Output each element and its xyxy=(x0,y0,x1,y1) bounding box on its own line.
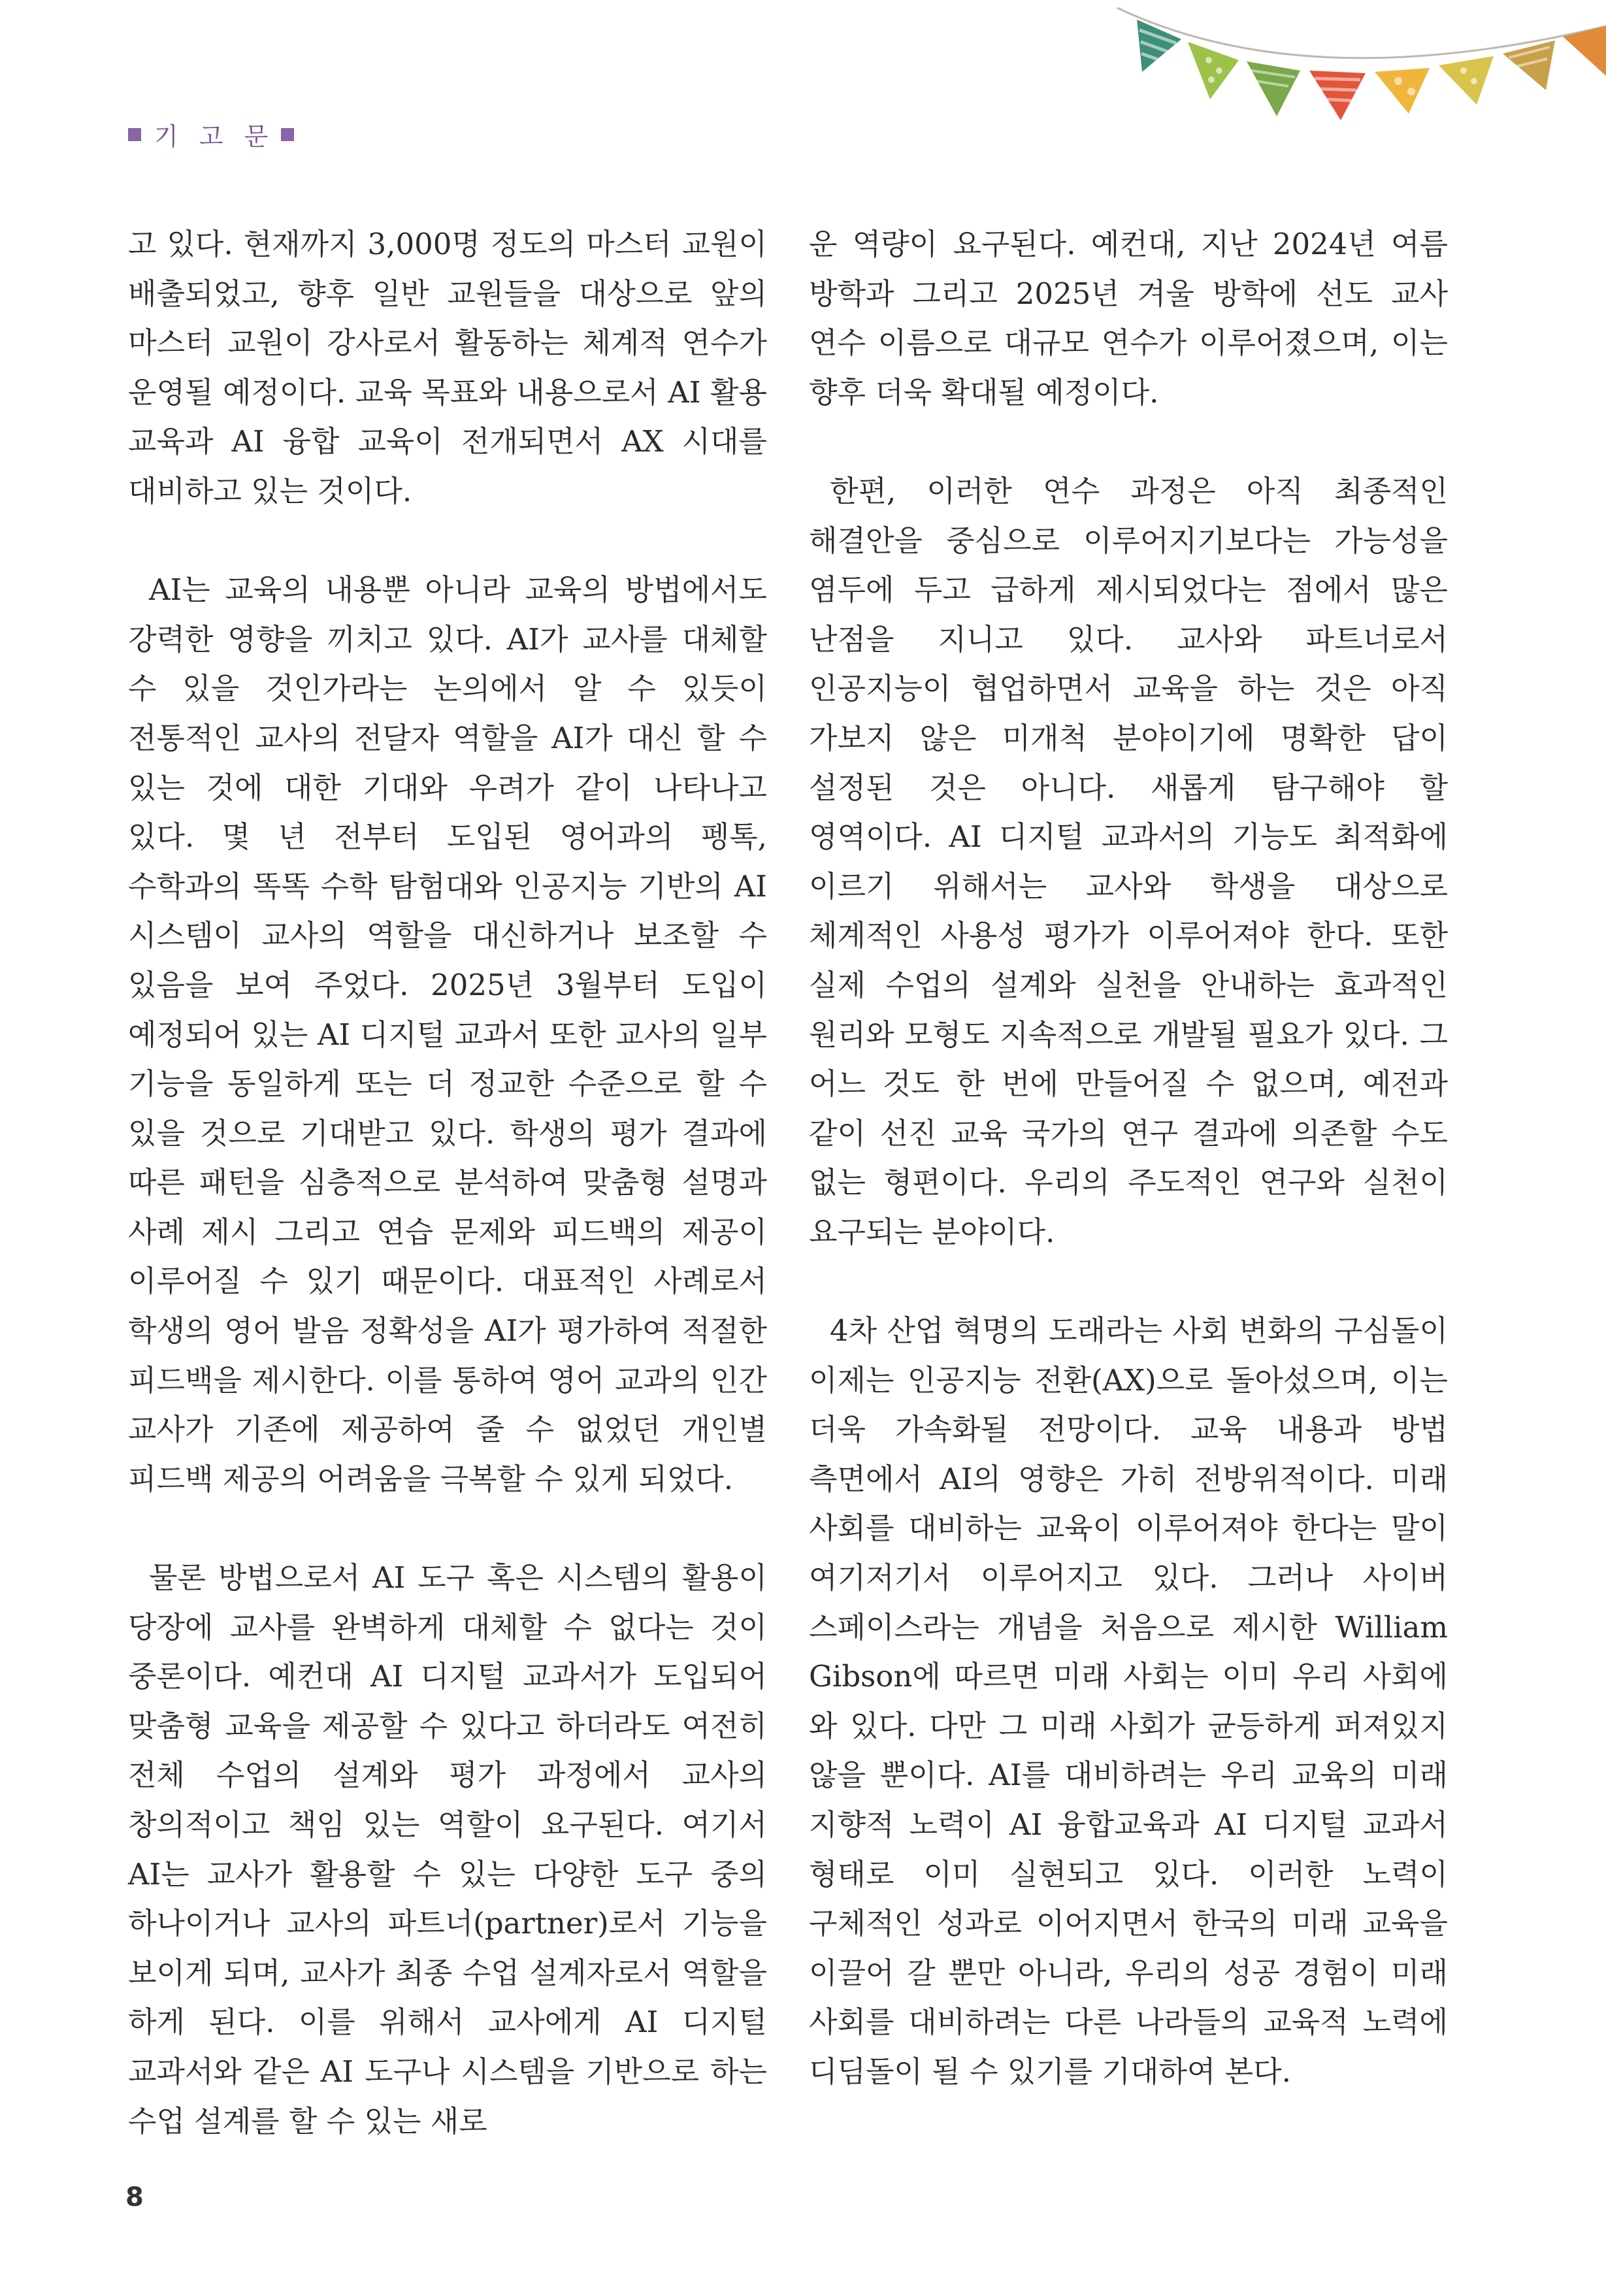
paragraph: 4차 산업 혁명의 도래라는 사회 변화의 구심돌이 이제는 인공지능 전환(AX)으로 돌아섰으며, 이는 더욱 가속화될 전망이다. 교육 내용과 방법 측면에서 AI의 영향은 가히 전방위적이다. 미래 사회를 대비하는 교육이 이루어져야 한다는 말이 여기저기서 이루어지고 있다. 그러나 사이버 스페이스라는 개념을 처음으로 제시한 William Gibson에 따르면 미래 사회는 이미 우리 사회에 와 있다. 다만 그 미래 사회가 균등하게 퍼져있지 않을 뿐이다. AI를 대비하려는 우리 교육의 미래 지향적 노력이 AI 융합교육과 AI 디지털 교과서 형태로 이미 실현되고 있다. 이러한 노력이 구체적인 성과로 이어지면서 한국의 미래 교육을 이끌어 갈 뿐만 아니라, 우리의 성공 경험이 미래 사회를 대비하려는 다른 나라들의 교육적 노력에 디딤돌이 될 수 있기를 기대하여 본다. xyxy=(809,1313,1448,2089)
paragraph: 물론 방법으로서 AI 도구 혹은 시스템의 활용이 당장에 교사를 완벽하게 대체할 수 없다는 것이 중론이다. 예컨대 AI 디지털 교과서가 도입되어 맞춤형 교육을 제공할 수 있다고 하더라도 여전히 전체 수업의 설계와 평가 과정에서 교사의 창의적이고 책임 있는 역할이 요구된다. 여기서 AI는 교사가 활용할 수 있는 다양한 도구 중의 하나이거나 교사의 파트너(partner)로서 기능을 보이게 되며, 교사가 최종 수업 설계자로서 역할을 하게 된다. 이를 위해서 교사에게 AI 디지털 교과서와 같은 AI 도구나 시스템을 기반으로 하는 수업 설계를 할 수 있는 새로 xyxy=(128,1560,767,2139)
bunting-flags-decoration xyxy=(1111,0,1606,170)
bunting-flag xyxy=(1309,71,1366,120)
paragraph: 운 역량이 요구된다. 예컨대, 지난 2024년 여름 방학과 그리고 2025년 겨울 방학에 선도 교사 연수 이름으로 대규모 연수가 이루어졌으며, 이는 향후 더욱 확대될 예정이다. xyxy=(809,227,1448,410)
bunting-flag xyxy=(1503,41,1555,90)
bunting-flag xyxy=(1188,42,1239,99)
paragraph: 한편, 이러한 연수 과정은 아직 최종적인 해결안을 중심으로 이루어지기보다는 가능성을 염두에 두고 급하게 제시되었다는 점에서 많은 난점을 지니고 있다. 교사와 파트너로서 인공지능이 협업하면서 교육을 하는 것은 아직 가보지 않은 미개척 분야이기에 명확한 답이 설정된 것은 아니다. 새롭게 탐구해야 할 영역이다. AI 디지털 교과서의 기능도 최적화에 이르기 위해서는 교사와 학생을 대상으로 체계적인 사용성 평가가 이루어져야 한다. 또한 실제 수업의 설계와 실천을 안내하는 효과적인 원리와 모형도 지속적으로 개발될 필요가 있다. 그 어느 것도 한 번에 만들어질 수 없으며, 예전과 같이 선진 교육 국가의 연구 결과에 의존할 수도 없는 형편이다. 우리의 주도적인 연구와 실천이 요구되는 분야이다. xyxy=(809,473,1448,1249)
paragraph: AI는 교육의 내용뿐 아니라 교육의 방법에서도 강력한 영향을 끼치고 있다. AI가 교사를 대체할 수 있을 것인가라는 논의에서 알 수 있듯이 전통적인 교사의 전달자 역할을 AI가 대신 할 수 있는 것에 대한 기대와 우려가 같이 나타나고 있다. 몇 년 전부터 도입된 영어과의 펭톡, 수학과의 똑똑 수학 탐험대와 인공지능 기반의 AI 시스템이 교사의 역할을 대신하거나 보조할 수 있음을 보여 주었다. 2025년 3월부터 도입이 예정되어 있는 AI 디지털 교과서 또한 교사의 일부 기능을 동일하게 또는 더 정교한 수준으로 할 수 있을 것으로 기대받고 있다. 학생의 평가 결과에 따른 패턴을 심층적으로 분석하여 맞춤형 설명과 사례 제시 그리고 연습 문제와 피드백의 제공이 이루어질 수 있기 때문이다. 대표적인 사례로서 학생의 영어 발음 정확성을 AI가 평가하여 적절한 피드백을 제시한다. 이를 통하여 영어 교과의 인간 교사가 기존에 제공하여 줄 수 없었던 개인별 피드백 제공의 어려움을 극복할 수 있게 되었다. xyxy=(128,572,767,1496)
section-label xyxy=(128,116,294,152)
section-label-text: 기 고 문 xyxy=(154,122,275,151)
bunting-flag xyxy=(1247,61,1300,116)
label-square-right xyxy=(281,128,294,141)
left-column xyxy=(128,220,767,2146)
bunting-flag xyxy=(1137,20,1181,72)
bunting-flag xyxy=(1439,56,1494,105)
paragraph: 고 있다. 현재까지 3,000명 정도의 마스터 교원이 배출되었고, 향후 일반 교원들을 대상으로 앞의 마스터 교원이 강사로서 활동하는 체계적 연수가 운영될 예정이다. 교육 목표와 내용으로서 AI 활용 교육과 AI 융합 교육이 전개되면서 AX 시대를 대비하고 있는 것이다. xyxy=(128,227,767,508)
bunting-flag xyxy=(1375,68,1430,114)
page-number: 8 xyxy=(125,2182,144,2212)
label-square-left xyxy=(128,128,141,141)
right-column xyxy=(809,220,1448,2097)
